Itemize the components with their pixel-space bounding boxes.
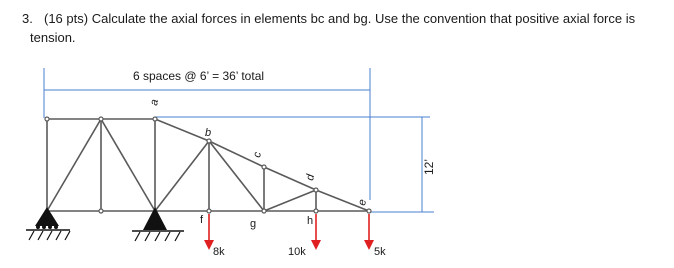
span-dimension-label: 6 spaces @ 6’ = 36’ total xyxy=(133,69,265,83)
question-number: 3. xyxy=(22,11,33,26)
node-label-g: g xyxy=(250,218,257,230)
middle-support xyxy=(132,207,184,241)
node-label-b: b xyxy=(205,127,212,139)
question-prompt: Calculate the axial forces in elements bc and bg. Use the convention that positive axial force is tension. xyxy=(30,11,636,45)
load-label-f: 8k xyxy=(213,246,225,258)
node-label-h: h xyxy=(307,215,314,227)
node-label-c: c xyxy=(251,151,264,159)
load-arrows xyxy=(204,214,374,250)
node-label-e: e xyxy=(356,198,370,207)
load-label-e: 5k xyxy=(374,246,386,258)
load-arrow-e xyxy=(364,240,374,250)
dimension-lines xyxy=(44,68,434,212)
load-arrow-h xyxy=(311,240,321,250)
node-label-d: d xyxy=(304,173,318,182)
load-label-h: 10k xyxy=(288,246,306,258)
left-support xyxy=(26,207,70,240)
node-label-a: a xyxy=(148,98,162,107)
question-points: (16 pts) xyxy=(44,11,89,26)
node-label-f: f xyxy=(200,214,204,226)
height-dimension-label: 12’ xyxy=(422,158,436,175)
